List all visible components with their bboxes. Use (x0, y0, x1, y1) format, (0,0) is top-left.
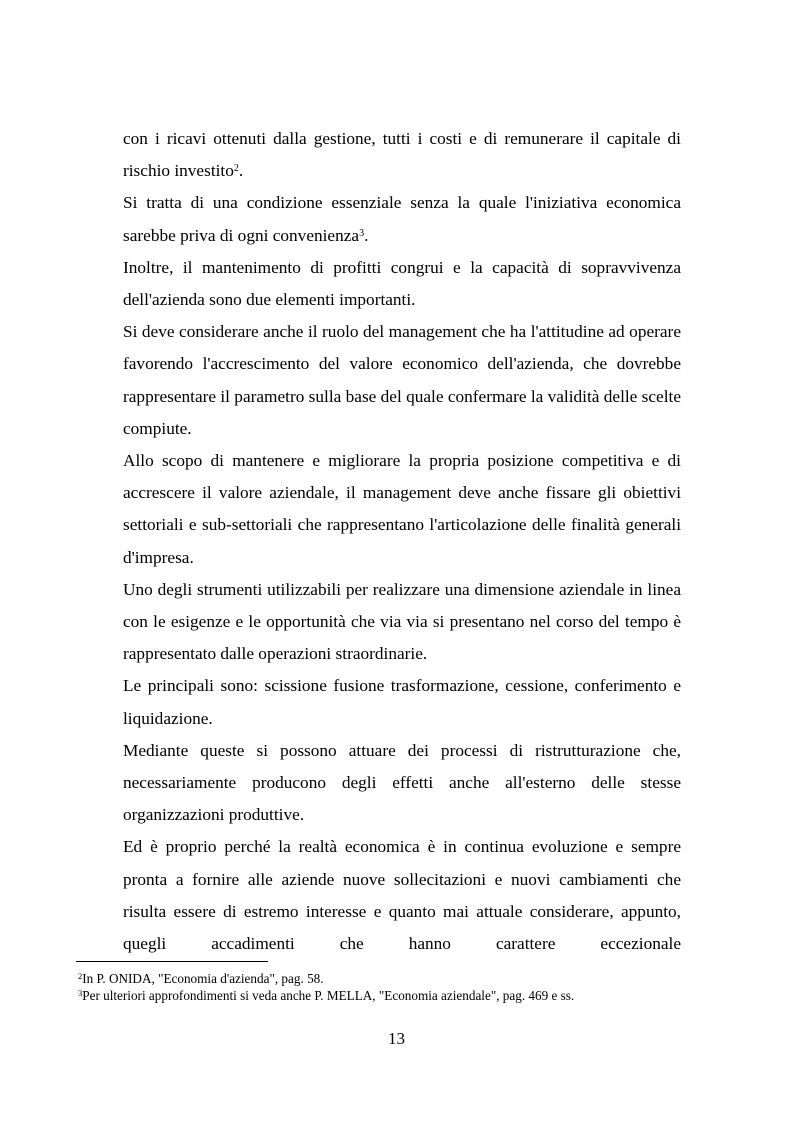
footnote-reference: 2 (233, 163, 239, 175)
footnote-reference: 3 (359, 227, 365, 239)
paragraph: con i ricavi ottenuti dalla gestione, tutti i costi e di remunerare il capitale di rischio investito$^2$. (123, 129, 681, 181)
footnote: $^3$Per ulteriori approfondimenti si veda anche P. MELLA, "Economia aziendale", pag. 469 e ss. (78, 988, 575, 1003)
paragraph: Inoltre, il mantenimento di profitti congrui e la capacità di sopravvivenza dell'azienda sono due elementi importanti. (123, 257, 681, 310)
footnote-separator (76, 961, 268, 962)
footnote: $^2$In P. ONIDA, "Economia d'azienda", pag. 58. (78, 971, 324, 986)
paragraph: Mediante queste si possono attuare dei processi di ristrutturazione che, necessariamente producono degli effetti anche all'esterno delle stesse organizzazioni produttive. (123, 740, 681, 825)
page-number: 13 (388, 1029, 405, 1048)
body-text (123, 123, 681, 960)
paragraph: Allo scopo di mantenere e migliorare la propria posizione competitiva e di accrescere il valore aziendale, il management deve anche fissare gli obiettivi settoriali e sub-settoriali che rappresentano l'articolazione delle finalità generali d'impresa. (123, 451, 681, 567)
paragraph: Si tratta di una condizione essenziale senza la quale l'iniziativa economica sarebbe priva di ogni convenienza$^3$. (123, 193, 681, 245)
paragraph: Le principali sono: scissione fusione trasformazione, cessione, conferimento e liquidazione. (123, 676, 681, 728)
footnote-number: 2 (78, 971, 83, 981)
paragraph: Ed è proprio perché la realtà economica è in continua evoluzione e sempre pronta a fornire alle aziende nuove sollecitazioni e nuovi cambiamenti che risulta essere di estremo interesse e quanto mai attuale considerare, appunto, quegli accadimenti che hanno carattere eccezionale (123, 837, 681, 954)
footnotes (78, 970, 718, 1004)
paragraph: Uno degli strumenti utilizzabili per realizzare una dimensione aziendale in linea con le esigenze e le opportunità che via via si presentano nel corso del tempo è rappresentato dalle operazioni straordinarie. (123, 579, 681, 664)
paragraph: Si deve considerare anche il ruolo del management che ha l'attitudine ad operare favorendo l'accrescimento del valore economico dell'azienda, che dovrebbe rappresentare il parametro sulla base del quale confermare la validità delle scelte compiute. (123, 322, 682, 438)
footnote-number: 3 (78, 988, 83, 998)
